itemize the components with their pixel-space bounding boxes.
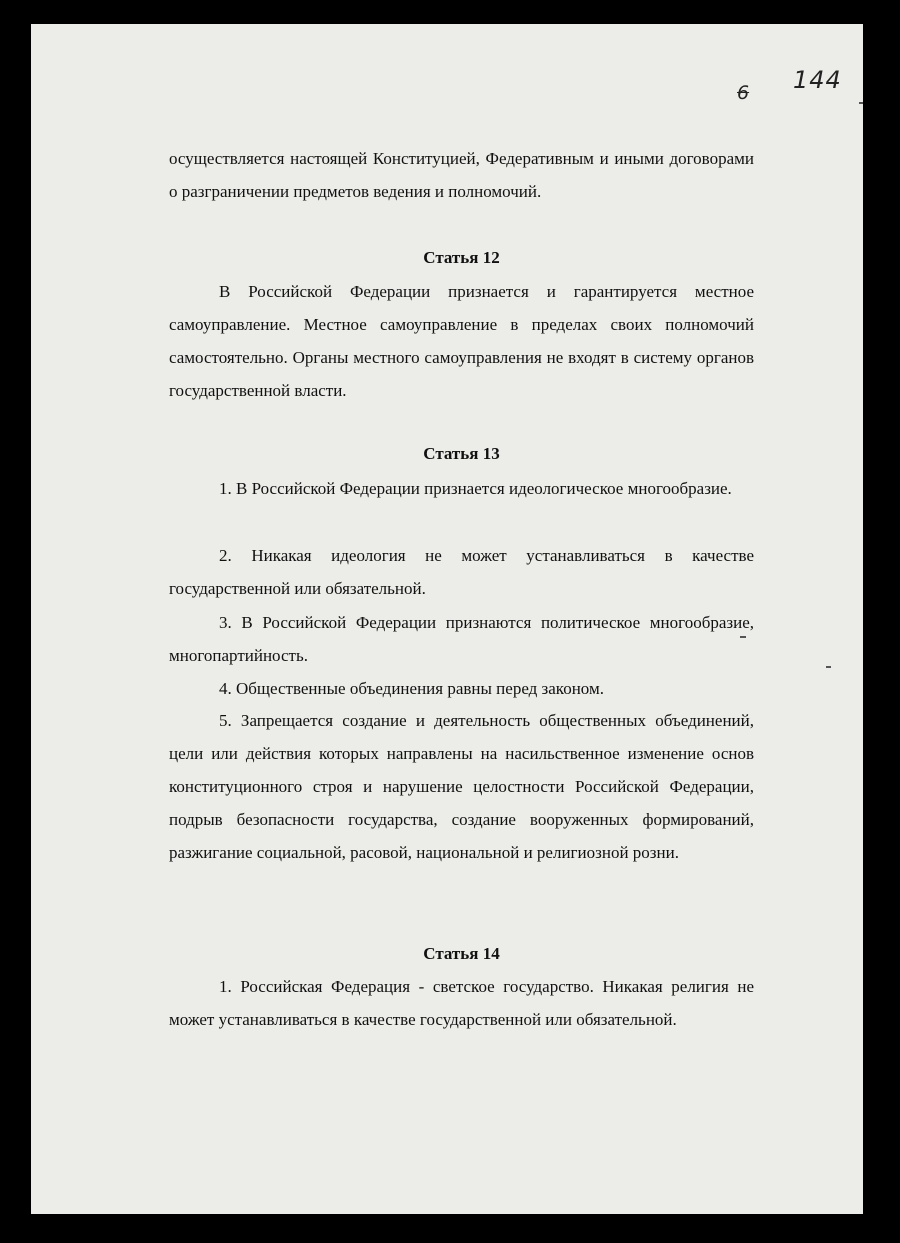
scan-speck [859, 102, 863, 104]
article-13-paragraph-3: 3. В Российской Федерации признаются политическое многообразие, многопартийность. [169, 613, 754, 665]
handwritten-folio-number: 144 [793, 66, 842, 94]
article-14-title: Статья 14 [423, 944, 500, 963]
handwritten-page-number: 6 [737, 82, 750, 104]
article-13-title: Статья 13 [423, 444, 500, 463]
article-13-paragraph-1: 1. В Российской Федерации признается идеологическое многообразие. [219, 479, 732, 498]
scan-speck [740, 636, 746, 638]
continuation-paragraph: осуществляется настоящей Конституцией, Федеративным и иными договорами о разграничении предметов ведения и полномочий. [169, 149, 754, 201]
article-12-text: В Российской Федерации признается и гарантируется местное самоуправление. Местное самоуправление в пределах своих полномочий самостоятельно. Органы местного самоуправления не входят в систему органов государственной власти. [169, 282, 754, 400]
scan-speck [826, 666, 831, 668]
document-page [31, 24, 863, 1214]
article-12-title: Статья 12 [423, 248, 500, 267]
article-13-paragraph-2: 2. Никакая идеология не может устанавливаться в качестве государственной или обязательной. [169, 546, 754, 598]
article-13-paragraph-5: 5. Запрещается создание и деятельность общественных объединений, цели или действия которых направлены на насильственное изменение основ конституционного строя и нарушение целостности Российской Федерации, подрыв безопасности государства, создание вооруженных формирований, разжигание социальной, расовой, национальной и религиозной розни. [169, 711, 754, 862]
article-14-paragraph-1: 1. Российская Федерация - светское государство. Никакая религия не может устанавливаться в качестве государственной или обязательной. [169, 977, 754, 1029]
article-13-paragraph-4: 4. Общественные объединения равны перед законом. [219, 679, 604, 698]
